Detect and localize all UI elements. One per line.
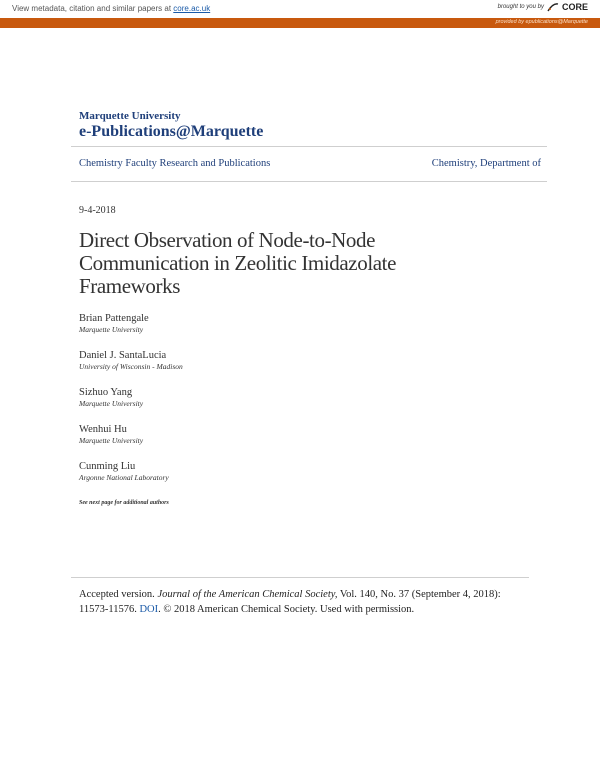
author-name: Sizhuo Yang (79, 387, 133, 398)
author-entry (79, 312, 183, 335)
core-provided-bar (0, 18, 600, 28)
author-affiliation: Marquette University (79, 399, 144, 408)
collection-link[interactable]: Chemistry Faculty Research and Publications (79, 158, 271, 169)
author-entry (79, 349, 183, 372)
author-name: Brian Pattengale (79, 313, 149, 324)
university-name: Marquette University (79, 110, 181, 122)
author-entry (79, 460, 183, 483)
brought-text: brought to you by (497, 4, 544, 10)
author-entry (79, 386, 183, 409)
author-list (79, 312, 183, 497)
citation-prefix: Accepted version. (79, 589, 155, 600)
core-banner (0, 0, 600, 18)
metadata-text: View metadata, citation and similar papers at (12, 4, 172, 13)
core-logo: CORE (561, 2, 588, 12)
brought-by[interactable] (498, 2, 588, 12)
author-entry (79, 423, 183, 446)
see-next-page-note: See next page for additional authors (79, 500, 169, 506)
author-affiliation: University of Wisconsin - Madison (79, 362, 183, 371)
repository-brand[interactable] (79, 110, 263, 141)
citation-suffix: . © 2018 American Chemical Society. Used with permission. (158, 604, 415, 615)
repository-name: e-Publications@Marquette (79, 123, 264, 140)
paper-title: Direct Observation of Node-to-Node Communication in Zeolitic Imidazolate Frameworks (79, 228, 397, 298)
citation-block (71, 577, 529, 617)
publication-date: 9-4-2018 (79, 205, 116, 216)
author-name: Cunming Liu (79, 461, 136, 472)
citation-details: Vol. 140, No. 37 (September 4, 2018): 11573-11576. (79, 589, 501, 615)
journal-name: Journal of the American Chemical Society, (157, 589, 338, 600)
core-link[interactable]: core.ac.uk (173, 4, 211, 13)
doi-link[interactable]: DOI (139, 604, 159, 615)
collection-breadcrumb (71, 146, 547, 182)
author-affiliation: Marquette University (79, 436, 144, 445)
provided-by-text: provided by epublications@Marquette (495, 19, 588, 25)
metadata-notice (12, 4, 210, 13)
core-swoosh-icon (547, 2, 559, 12)
author-affiliation: Argonne National Laboratory (79, 473, 169, 482)
citation-text (79, 587, 529, 617)
author-name: Wenhui Hu (79, 424, 127, 435)
author-name: Daniel J. SantaLucia (79, 350, 167, 361)
department-link[interactable]: Chemistry, Department of (431, 158, 541, 169)
author-affiliation: Marquette University (79, 325, 144, 334)
